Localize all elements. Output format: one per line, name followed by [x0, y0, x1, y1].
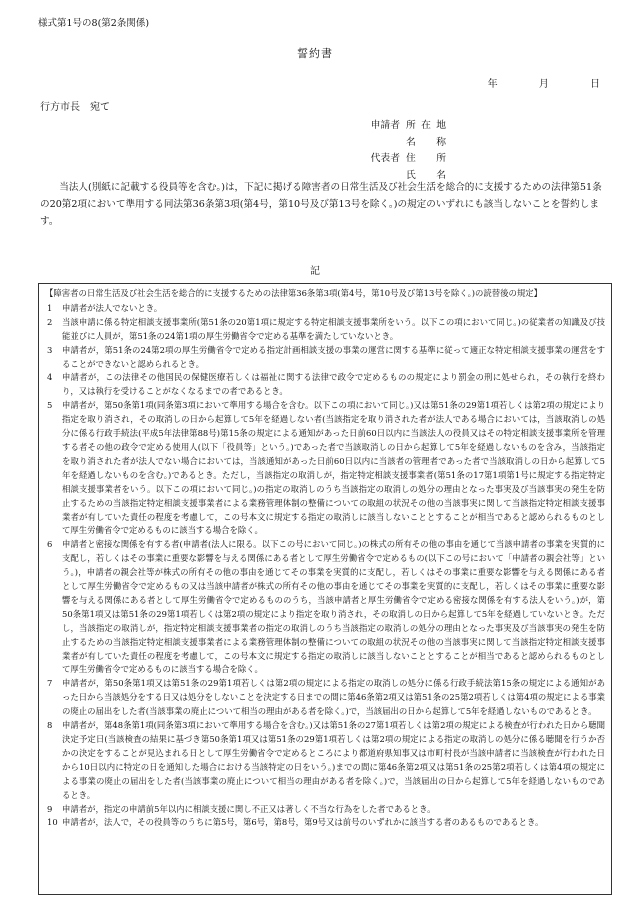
provision-item	[45, 677, 605, 719]
provision-text: 申請者が，第50条第1項又は第51条の29第1項若しくは第2項の規定による指定の取消しの処分に係る行政手続法第15条の規定による通知があった日から当該処分をする日又は処分をしないことを決定する日までの間に第46条第2項又は第51条の25第2項若しくは第4項の規定による事業の廃止の届出をした者(当該事業の廃止について相当の理由がある者を除く。)で，当該届出の日から起算して5年を経過しないものであるとき。	[62, 678, 605, 717]
provision-item	[45, 719, 605, 802]
provision-text: 申請者が，第50条第1項(同条第3項において準用する場合を含む。以下この項において同じ。)又は第51条の29第1項若しくは第2項の規定により指定を取り消され，その取消しの日から起算して5年を経過しない者(当該指定を取り消された者が法人である場合においては，当該取消しの処分に係る行政手続法(平成5年法律第88号)第15条の規定による通知があった日前60日以内に当該法人の役員又はその特定相談支援事業所を管理する者その他の政令で定める使用人(以下「役員等」という。)であった者で当該取消しの日から起算して5年を経過しないものを含み，当該指定を取り消された者が法人でない場合においては，当該通知があった日前60日以内に当該者の管理者であった者で当該取消しの日から起算して5年を経過しないものを含む。)であるとき。ただし，当該指定の取消しが，指定特定相談支援事業者(第51条の17第1項第1号に規定する指定特定相談支援事業者をいう。以下この項において同じ。)の指定の取消しのうち当該指定の取消しの処分の理由となった事実及び当該事実の発生を防止するための当該指定特定相談支援事業者による業務管理体制の整備についての取組の状況その他の当該事実に関して当該指定特定相談支援事業者が有していた責任の程度を考慮して，この号本文に規定する指定の取消しに該当しないこととすることが相当であると認められるものとして厚生労働省令で定めるものに該当する場合を除く。	[62, 400, 605, 536]
provision-item	[45, 316, 605, 344]
provision-text: 申請者が，第51条の24第2項の厚生労働省令で定める指定計画相談支援の事業の運営に関する基準に従って適正な特定相談支援事業の運営をすることができないと認められるとき。	[62, 344, 605, 369]
provision-item	[45, 816, 605, 830]
provision-number: 10	[47, 817, 58, 828]
provision-number: 4	[47, 372, 53, 383]
provision-number: 1	[47, 302, 53, 313]
provision-number: 2	[47, 316, 53, 327]
provision-text: 申請者が，法人で，その役員等のうちに第5号，第6号，第8号，第9号又は前号のいずれかに該当する者のあるものであるとき。	[62, 817, 544, 828]
provision-text: 申請者が法人でないとき。	[62, 302, 163, 313]
applicant-address-row	[348, 118, 446, 135]
document-title: 誓約書	[297, 47, 333, 60]
provision-number: 3	[47, 344, 53, 355]
provision-item	[45, 538, 605, 677]
provision-number: 6	[47, 539, 53, 550]
representative-address-row	[348, 151, 446, 168]
provision-number: 9	[47, 803, 53, 814]
provision-text: 申請者が，指定の申請前5年以内に相談支援に関し不正又は著しく不当な行為をした者であるとき。	[62, 803, 436, 814]
provision-item	[45, 344, 605, 372]
applicant-name-label: 名称	[406, 136, 446, 148]
applicant-role: 申請者	[370, 120, 400, 131]
provision-number: 5	[47, 400, 53, 411]
provision-text: 申請者と密接な関係を有する者(申請者(法人に限る。以下この号において同じ。)の株式の所有その他の事由を通じて当該申請者の事業を実質的に支配し，若しくはその事業に重要な影響を与える関係にある者として厚生労働省令で定めるもの(以下この号において「申請者の親会社等」という。)，申請者の親会社等が株式の所有その他の事由を通じてその事業を実質的に支配し，若しくはその事業に重要な影響を与える関係にある者として厚生労働省令で定めるもの又は当該申請者が株式の所有その他の事由を通じてその事業を実質的に支配し，若しくはその事業に重要な影響を与える関係にある者として厚生労働省令で定めるもののうち，当該申請者と厚生労働省令で定める密接な関係を有する法人をいう。)が，第50条第1項又は第51条の29第1項若しくは第2項の規定により指定を取り消され，その取消しの日から起算して5年を経過していないとき。ただし，当該指定の取消しが，指定特定相談支援事業者の指定の取消しのうち当該指定の取消しの処分の理由となった事実及び当該事実の発生を防止するための当該指定特定相談支援事業者による業務管理体制の整備についての取組の状況その他の当該事実に関して当該指定特定相談支援事業者が有していた責任の程度を考慮して，この号本文に規定する指定の取消しに該当しないこととすることが相当であると認められるものとして厚生労働省令で定めるものに該当する場合を除く。	[62, 539, 605, 675]
provision-text: 申請者が，この法律その他国民の保健医療若しくは福祉に関する法律で政令で定めるものの規定により罰金の刑に処せられ，その執行を終わり，又は執行を受けることがなくなるまでの者であるとき。	[62, 372, 605, 397]
date-year: 年	[487, 79, 498, 90]
ki-heading: 記	[310, 266, 320, 277]
provision-number: 8	[47, 720, 53, 731]
provision-item	[45, 399, 605, 538]
representative-address-label: 住所	[406, 153, 446, 164]
addressee: 行方市長 宛て	[40, 102, 110, 113]
date-month: 月	[538, 79, 549, 90]
form-number: 様式第1号の8(第2条関係)	[38, 18, 150, 29]
provisions-list	[45, 302, 605, 830]
date-day: 日	[590, 79, 600, 90]
provisions-heading: 【障害者の日常生活及び社会生活を総合的に支援するための法律第36条第3項(第4号，第10号及び第13号を除く。)の読替後の規定】	[45, 288, 543, 298]
date-line	[468, 75, 600, 90]
declaration-text: 当法人(別紙に記載する役員等を含む。)は，下記に掲げる障害者の日常生活及び社会生活を総合的に支援するための法律第51条の20第2項において準用する同法第36条第3項(第4号，第10号及び第13号を除く。)の規定のいずれにも該当しないことを誓約します。	[40, 182, 602, 227]
representative-name-label: 氏名	[406, 169, 446, 181]
provision-number: 7	[47, 678, 53, 689]
provision-item	[45, 803, 605, 817]
provisions-box	[38, 283, 612, 895]
applicant-block	[348, 118, 446, 184]
provision-item	[45, 302, 605, 316]
provision-text: 当該申請に係る特定相談支援事業所(第51条の20第1項に規定する特定相談支援事業所をいう。以下この項において同じ。)の従業者の知識及び技能並びに人員が，第51条の24第1項の厚生労働省令で定める基準を満たしていないとき。	[62, 316, 605, 341]
representative-role: 代表者	[370, 153, 400, 164]
provision-text: 申請者が，第48条第1項(同条第3項において準用する場合を含む。)又は第51条の27第1項若しくは第2項の規定による検査が行われた日から聴聞決定予定日(当該検査の結果に基づき第50条第1項又は第51条の29第1項若しくは第2項の規定による指定の取消しの処分に係る聴聞を行うか否かの決定をすることが見込まれる日として厚生労働省令で定めるところにより都道府県知事又は市町村長が当該申請者に当該検査が行われた日から10日以内に特定の日を通知した場合における当該特定の日をいう。)までの間に第46条第2項又は第51条の25第2項若しくは第4項の規定による事業の廃止の届出をした者(当該事業の廃止について相当の理由がある者を除く。)で，当該届出の日から起算して5年を経過しないものであるとき。	[62, 720, 605, 800]
applicant-address-label: 所在地	[406, 120, 446, 131]
applicant-name-row	[348, 135, 446, 152]
provision-item	[45, 371, 605, 399]
